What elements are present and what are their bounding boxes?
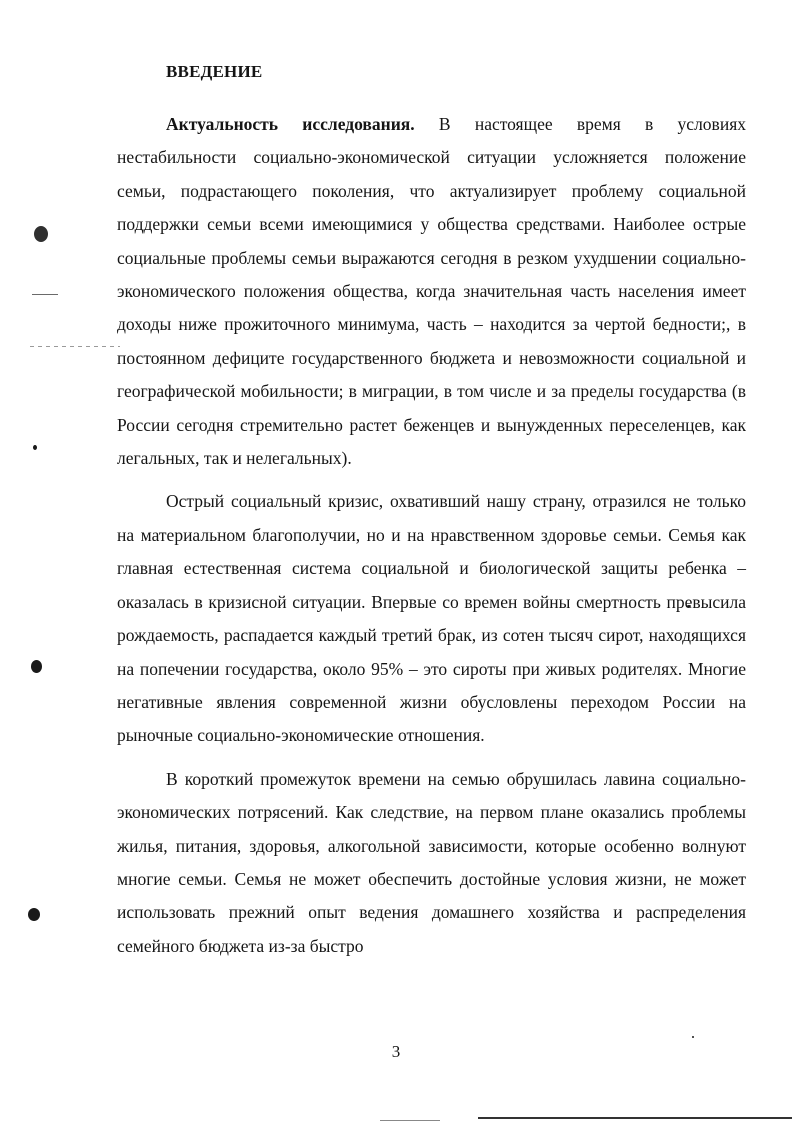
scan-artifact-hole: [31, 660, 42, 673]
page-number: 3: [391, 1042, 401, 1061]
paragraph-crisis: Острый социальный кризис, охвативший нашу страну, отразился не только на материальном благополучии, но и на нравственном здоровье семьи. Семья как главная естественная система социальной и биологической защиты ребенка – оказалась в кризисной ситуации. Впервые со времен войны смертность превысила рождаемость, распадается каждый третий брак, из сотен тысяч сирот, находящихся на попечении государства, около 95% – это сироты при живых родителях. Многие негативные явления современной жизни обусловлены переходом России на рыночные социально-экономические отношения.: [117, 491, 746, 746]
scan-artifact-line: [30, 346, 120, 347]
scan-artifact-speck: [33, 445, 37, 450]
paragraph-lead: Актуальность исследования.: [166, 114, 415, 134]
scan-artifact-speck: [692, 1036, 694, 1038]
paragraph-relevance: [117, 108, 746, 475]
paragraph-text: В настоящее время в условиях нестабильности социально-экономической ситуации усложняется положение семьи, подрастающего поколения, что актуализирует проблему социальной поддержки семьи всеми имеющимися у общества средствами. Наиболее острые социальные проблемы семьи выражаются сегодня в резком ухудшении социально-экономического положения общества, когда значительная часть населения имеет доходы ниже прожиточного минимума, часть – находится за чертой бедности;, в постоянном дефиците государственного бюджета и невозможности социальной и географической мобильности; в миграции, в том числе и за пределы государства (в России сегодня стремительно растет беженцев и вынужденных переселенцев, как легальных, так и нелегальных).: [117, 114, 746, 469]
scan-artifact-hole: [28, 908, 40, 921]
paragraph-shocks: В короткий промежуток времени на семью обрушилась лавина социально-экономических потрясений. Как следствие, на первом плане оказались проблемы жилья, питания, здоровья, алкогольной зависимости, которые особенно волнуют многие семьи. Семья не может обеспечить достойные условия жизни, не может использовать прежний опыт ведения домашнего хозяйства и распределения семейного бюджета из-за быстро: [117, 768, 746, 956]
scan-artifact-line: [478, 1117, 792, 1119]
scan-artifact-line: [380, 1120, 440, 1121]
section-heading: ВВЕДЕНИЕ: [166, 62, 263, 81]
body-text: [117, 108, 746, 963]
scan-artifact-hole: [34, 226, 48, 242]
scan-artifact-line: [32, 294, 58, 295]
